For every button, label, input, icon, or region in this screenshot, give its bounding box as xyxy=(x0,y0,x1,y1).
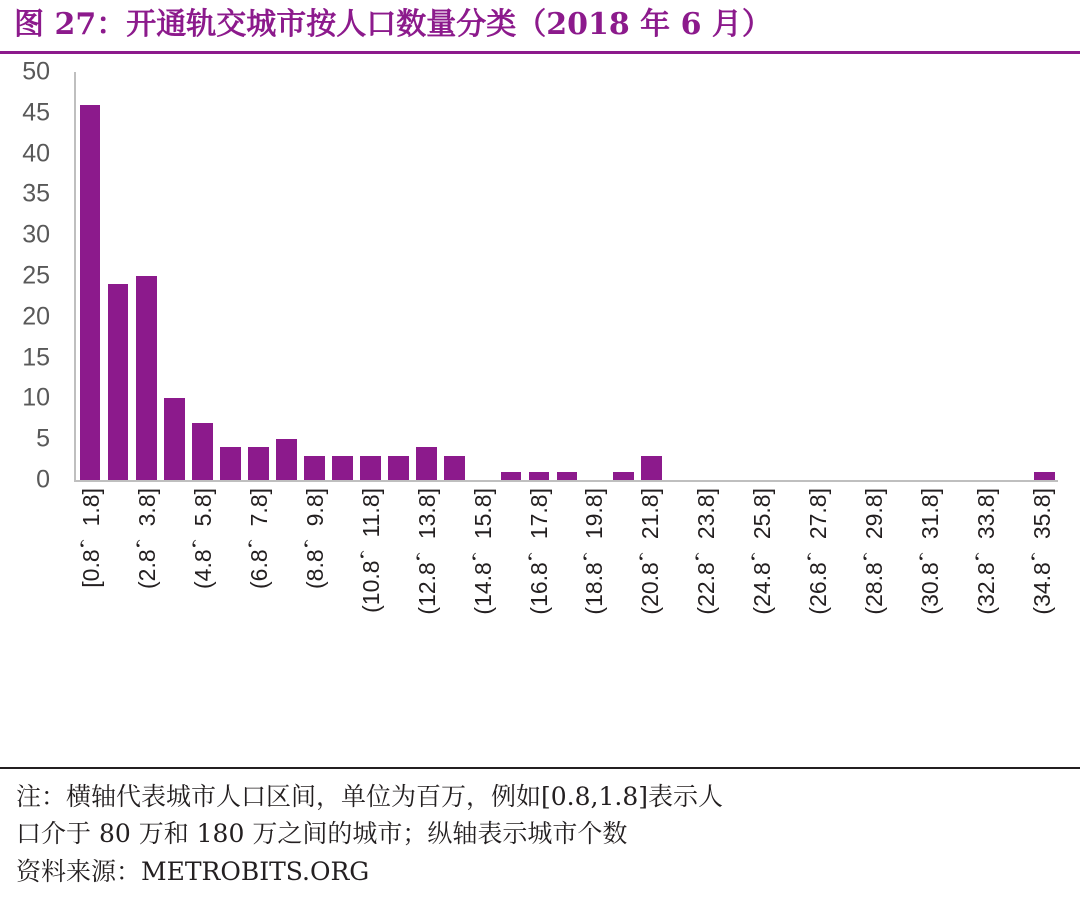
x-tick-label: (26.8，27.8] xyxy=(805,488,832,615)
x-tick-slot xyxy=(834,488,857,678)
x-tick-slot xyxy=(298,488,331,678)
x-tick-slot xyxy=(969,488,1002,678)
bar-slot xyxy=(272,72,300,480)
x-tick-slot xyxy=(242,488,275,678)
y-tick-label: 35 xyxy=(22,179,50,208)
y-tick-label: 15 xyxy=(22,343,50,372)
y-axis xyxy=(0,57,58,494)
x-tick-slot xyxy=(689,488,722,678)
bar-slot xyxy=(357,72,385,480)
x-tick-slot xyxy=(163,488,186,678)
bar[interactable] xyxy=(192,423,213,480)
x-tick-label: (18.8，19.8] xyxy=(581,488,608,615)
y-tick-label: 20 xyxy=(22,302,50,331)
bar-slot xyxy=(890,72,918,480)
x-tick-label: (24.8，25.8] xyxy=(749,488,776,615)
chart-container xyxy=(0,54,1080,694)
x-tick-slot xyxy=(522,488,555,678)
x-tick-slot xyxy=(946,488,969,678)
bar[interactable] xyxy=(416,447,437,480)
x-tick-label: (28.8，29.8] xyxy=(861,488,888,615)
x-tick-slot xyxy=(499,488,522,678)
y-tick-label: 0 xyxy=(36,465,50,494)
bar-slot xyxy=(750,72,778,480)
x-tick-slot xyxy=(801,488,834,678)
bar[interactable] xyxy=(529,472,550,480)
note-line-2: 口介于 80 万和 180 万之间的城市；纵轴表示城市个数 xyxy=(16,818,628,848)
x-tick-slot xyxy=(722,488,745,678)
bar[interactable] xyxy=(108,284,129,480)
bar[interactable] xyxy=(388,456,409,480)
x-tick-slot xyxy=(387,488,410,678)
x-tick-slot xyxy=(1025,488,1058,678)
x-tick-slot xyxy=(633,488,666,678)
bar-slot xyxy=(132,72,160,480)
y-tick-label: 40 xyxy=(22,139,50,168)
bar[interactable] xyxy=(220,447,241,480)
bar-slot xyxy=(665,72,693,480)
bar-slot xyxy=(160,72,188,480)
y-tick-label: 50 xyxy=(22,57,50,86)
bar-slot xyxy=(469,72,497,480)
bar[interactable] xyxy=(444,456,465,480)
bar-slot xyxy=(946,72,974,480)
bar-slot xyxy=(974,72,1002,480)
bar-slot xyxy=(216,72,244,480)
x-tick-label: (12.8，13.8] xyxy=(413,488,440,615)
y-tick-label: 5 xyxy=(36,424,50,453)
x-tick-label: (10.8，11.8] xyxy=(357,488,384,613)
bar-slot xyxy=(721,72,749,480)
x-tick-slot xyxy=(186,488,219,678)
x-tick-label: (14.8，15.8] xyxy=(469,488,496,615)
x-tick-slot xyxy=(913,488,946,678)
x-tick-label: (2.8，3.8] xyxy=(133,488,160,589)
x-axis-labels xyxy=(74,488,1058,678)
x-tick-slot xyxy=(577,488,610,678)
y-tick-label: 10 xyxy=(22,383,50,412)
figure-title-bar xyxy=(0,0,1080,54)
x-tick-label: (4.8，5.8] xyxy=(189,488,216,589)
bar[interactable] xyxy=(332,456,353,480)
bar-slot xyxy=(778,72,806,480)
bar[interactable] xyxy=(641,456,662,480)
x-tick-slot xyxy=(666,488,689,678)
bar-slot xyxy=(301,72,329,480)
x-tick-slot xyxy=(354,488,387,678)
x-tick-slot xyxy=(1002,488,1025,678)
bar-slot xyxy=(329,72,357,480)
x-tick-slot xyxy=(275,488,298,678)
bar-slot xyxy=(76,72,104,480)
figure-footer xyxy=(0,767,1080,904)
y-tick-label: 30 xyxy=(22,220,50,249)
source-line: 资料来源：METROBITS.ORG xyxy=(16,856,370,886)
x-tick-slot xyxy=(890,488,913,678)
bar[interactable] xyxy=(1034,472,1055,480)
plot-area xyxy=(74,72,1058,482)
y-tick-label: 25 xyxy=(22,261,50,290)
bar-slot xyxy=(441,72,469,480)
bar-slot xyxy=(637,72,665,480)
bar[interactable] xyxy=(557,472,578,480)
x-tick-label: (30.8，31.8] xyxy=(917,488,944,615)
y-tick-label: 45 xyxy=(22,98,50,127)
x-tick-slot xyxy=(74,488,107,678)
bar-slot xyxy=(918,72,946,480)
x-tick-label: (6.8，7.8] xyxy=(245,488,272,589)
x-tick-slot xyxy=(778,488,801,678)
bar-slot xyxy=(1002,72,1030,480)
x-tick-slot xyxy=(219,488,242,678)
x-tick-slot xyxy=(107,488,130,678)
bar-slot xyxy=(806,72,834,480)
page-title: 图 27：开通轨交城市按人口数量分类（2018 年 6 月） xyxy=(14,7,772,42)
bar-slot xyxy=(609,72,637,480)
bar-slot xyxy=(581,72,609,480)
bar-slot xyxy=(244,72,272,480)
bar[interactable] xyxy=(164,398,185,480)
bar[interactable] xyxy=(136,276,157,480)
note-line-1: 注：横轴代表城市人口区间，单位为百万，例如[0.8,1.8]表示人 xyxy=(16,782,723,812)
bar[interactable] xyxy=(80,105,101,480)
bar[interactable] xyxy=(276,439,297,480)
bar-slot xyxy=(834,72,862,480)
x-tick-slot xyxy=(443,488,466,678)
bar-slot xyxy=(525,72,553,480)
bar-slot xyxy=(385,72,413,480)
x-tick-label: (22.8，23.8] xyxy=(693,488,720,615)
x-tick-label: (8.8，9.8] xyxy=(301,488,328,589)
x-tick-slot xyxy=(331,488,354,678)
bar[interactable] xyxy=(304,456,325,480)
bar-slot xyxy=(553,72,581,480)
x-tick-slot xyxy=(555,488,578,678)
x-tick-slot xyxy=(410,488,443,678)
bar-series xyxy=(76,72,1058,480)
bar[interactable] xyxy=(613,472,634,480)
x-tick-label: (32.8，33.8] xyxy=(973,488,999,615)
bar[interactable] xyxy=(248,447,269,480)
bar-slot xyxy=(104,72,132,480)
x-tick-label: (16.8，17.8] xyxy=(525,488,552,615)
x-tick-slot xyxy=(857,488,890,678)
bar-slot xyxy=(693,72,721,480)
x-tick-label: (34.8，35.8] xyxy=(1028,488,1055,615)
x-tick-slot xyxy=(130,488,163,678)
bar-slot xyxy=(862,72,890,480)
bar-slot xyxy=(188,72,216,480)
x-tick-slot xyxy=(466,488,499,678)
bar-slot xyxy=(1030,72,1058,480)
bar[interactable] xyxy=(360,456,381,480)
bar-slot xyxy=(413,72,441,480)
bar-slot xyxy=(497,72,525,480)
x-tick-slot xyxy=(745,488,778,678)
bar[interactable] xyxy=(501,472,522,480)
x-tick-label: (20.8，21.8] xyxy=(637,488,664,615)
x-tick-slot xyxy=(610,488,633,678)
x-tick-label: [0.8，1.8] xyxy=(78,488,104,588)
